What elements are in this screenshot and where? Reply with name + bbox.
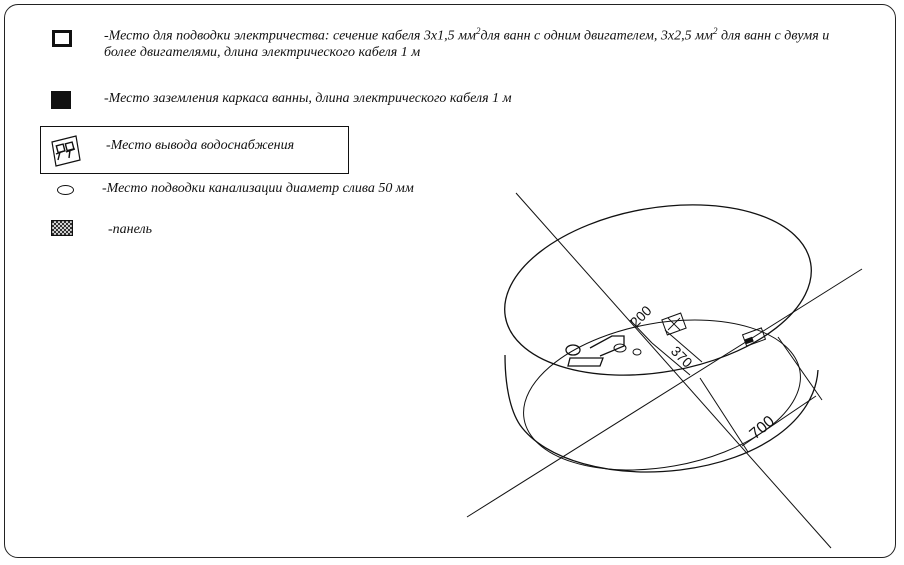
legend-electric-text-a: -Место для подводки электричества: сечение кабеля 3х1,5 мм <box>104 28 476 44</box>
dim-700-ext-2 <box>700 378 748 452</box>
axis-line-1 <box>516 193 831 548</box>
legend-ground-text: -Место заземления каркаса ванны, длина электрического кабеля 1 м <box>104 91 512 106</box>
legend-electric-sup-2: 2 <box>712 26 718 36</box>
water-outlet-marker <box>662 313 686 335</box>
dim-700-ext-1 <box>778 337 822 400</box>
bathtub-outer-rim <box>491 182 825 397</box>
drain-point <box>633 349 641 355</box>
legend-drain-text: -Место подводки канализации диаметр слива 50 мм <box>102 181 414 196</box>
legend-electric-text-c: для ванн с двумя и <box>720 28 830 44</box>
dim-label-370: 370 <box>667 342 696 371</box>
dim-label-200: 200 <box>626 302 655 331</box>
legend-electric-text-b: для ванн с одним двигателем, 3х2,5 мм <box>480 28 713 44</box>
dim-label-700: 700 <box>746 412 779 444</box>
legend-electric-sup-1: 2 <box>475 26 481 36</box>
legend-electric-line2: более двигателями, длина электрического кабеля 1 м <box>104 45 421 60</box>
axis-line-2 <box>467 269 862 517</box>
legend-water-text: -Место вывода водоснабжения <box>106 138 295 153</box>
legend-panel-text: -панель <box>108 222 152 237</box>
